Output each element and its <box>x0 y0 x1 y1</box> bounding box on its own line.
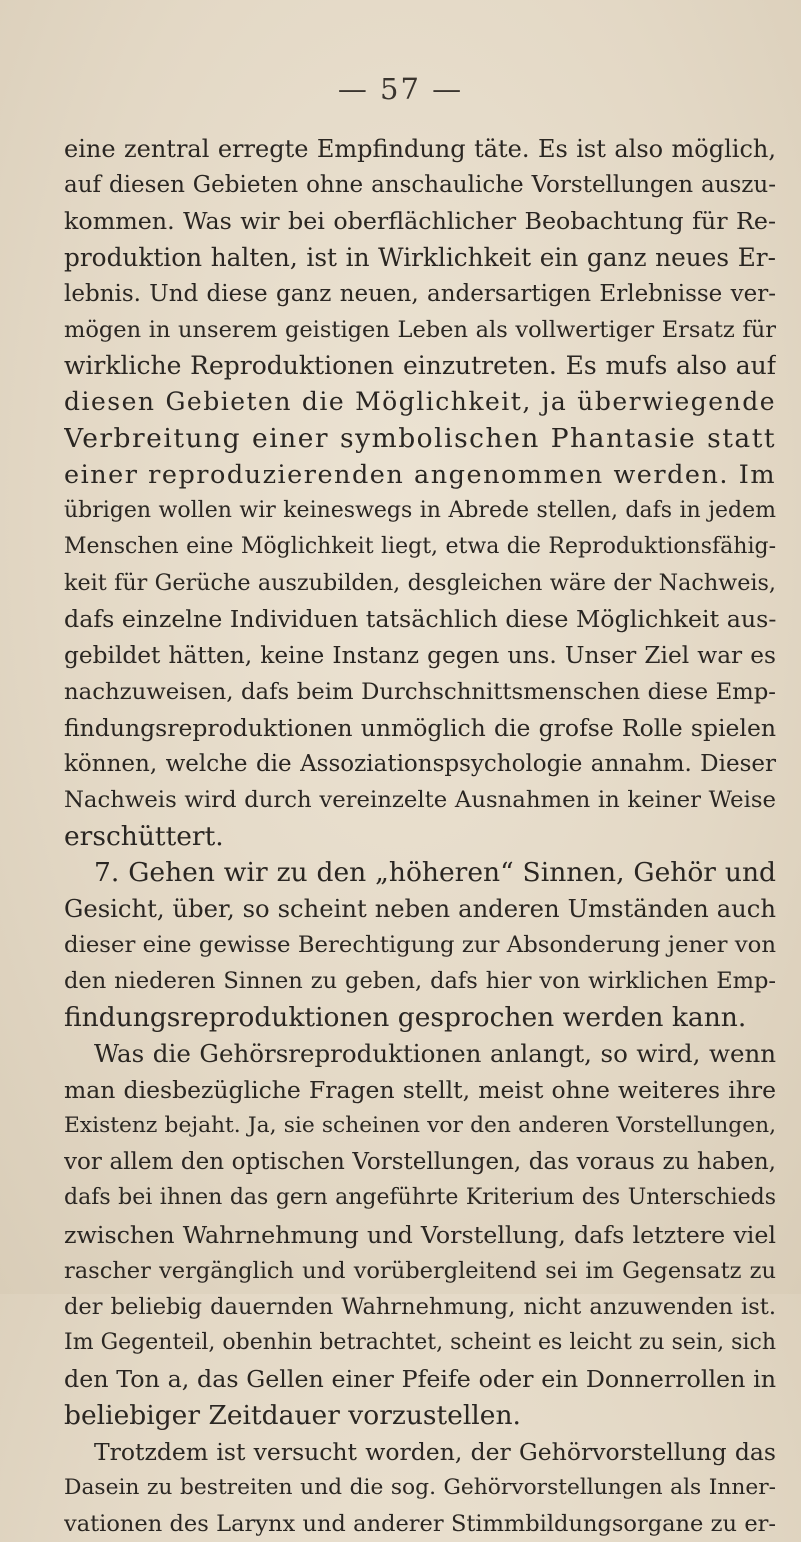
text-line: Dasein zu bestreiten und die sog. Gehörvorstellungen als Inner- <box>64 1474 776 1500</box>
text-line: Gesicht, über, so scheint neben anderen Umständen auch <box>64 893 776 923</box>
text-line: Existenz bejaht. Ja, sie scheinen vor den anderen Vorstellungen, <box>64 1113 776 1139</box>
text-line: keit für Gerüche auszubilden, desgleichen wäre der Nachweis, <box>64 570 776 597</box>
text-line: den Ton a, das Gellen einer Pfeife oder ein Donnerrollen in <box>64 1365 776 1394</box>
text-line: der beliebig dauernden Wahrnehmung, nicht anzuwenden ist. <box>64 1294 776 1320</box>
text-line: kommen. Was wir bei oberflächlicher Beobachtung für Re- <box>64 207 776 236</box>
text-line: Verbreitung einer symbolischen Phantasie statt <box>64 422 776 454</box>
text-line: können, welche die Assoziationspsychologie annahm. Dieser <box>64 751 776 778</box>
text-line: Nachweis wird durch vereinzelte Ausnahmen in keiner Weise <box>64 787 776 814</box>
text-line: einer reproduzierenden angenommen werden. Im <box>64 459 776 490</box>
body-text <box>64 131 776 1542</box>
text-line: Menschen eine Möglichkeit liegt, etwa die Reproduktionsfähig- <box>64 534 776 560</box>
text-line: vationen des Larynx und anderer Stimmbildungsorgane zu er- <box>64 1511 776 1538</box>
page-number: — 57 — <box>337 72 464 106</box>
text-line: Im Gegenteil, obenhin betrachtet, scheint es leicht zu sein, sich <box>64 1330 776 1356</box>
text-line: dafs bei ihnen das gern angeführte Kriterium des Unterschieds <box>64 1185 776 1211</box>
text-line: erschüttert. <box>64 820 224 852</box>
text-line: wirkliche Reproduktionen einzutreten. Es mufs also auf <box>64 351 776 381</box>
text-line: den niederen Sinnen zu geben, dafs hier von wirklichen Emp- <box>64 968 776 995</box>
text-line: mögen in unserem geistigen Leben als vollwertiger Ersatz für <box>64 316 776 343</box>
text-line: eine zentral erregte Empfindung täte. Es ist also möglich, <box>64 135 776 163</box>
text-line: 7. Gehen wir zu den „höheren“ Sinnen, Gehör und <box>94 856 776 888</box>
text-line: rascher vergänglich und vorübergleitend sei im Gegensatz zu <box>64 1257 776 1284</box>
text-line: produktion halten, ist in Wirklichkeit ein ganz neues Er- <box>64 242 776 272</box>
text-line: man diesbezügliche Fragen stellt, meist ohne weiteres ihre <box>64 1075 776 1104</box>
text-line: Was die Gehörsreproduktionen anlangt, so wird, wenn <box>94 1038 776 1068</box>
text-line: zwischen Wahrnehmung und Vorstellung, dafs letztere viel <box>64 1220 776 1249</box>
text-line: lebnis. Und diese ganz neuen, andersartigen Erlebnisse ver- <box>64 280 776 307</box>
text-line: dafs einzelne Individuen tatsächlich diese Möglichkeit aus- <box>64 605 776 634</box>
text-line: gebildet hätten, keine Instanz gegen uns. Unser Ziel war es <box>64 641 776 669</box>
text-line: auf diesen Gebieten ohne anschauliche Vorstellungen auszu- <box>64 172 776 199</box>
text-line: übrigen wollen wir keineswegs in Abrede stellen, dafs in jedem <box>64 497 776 523</box>
text-line: dieser eine gewisse Berechtigung zur Absonderung jener von <box>64 932 776 959</box>
text-line: diesen Gebieten die Möglichkeit, ja überwiegende <box>64 387 776 417</box>
text-line: findungsreproduktionen unmöglich die grofse Rolle spielen <box>64 714 776 742</box>
text-line: Trotzdem ist versucht worden, der Gehörvorstellung das <box>94 1437 776 1466</box>
text-line: vor allem den optischen Vorstellungen, das voraus zu haben, <box>64 1149 776 1176</box>
text-line: findungsreproduktionen gesprochen werden kann. <box>64 1001 747 1033</box>
text-line: nachzuweisen, dafs beim Durchschnittsmenschen diese Emp- <box>64 678 776 705</box>
text-line: beliebiger Zeitdauer vorzustellen. <box>64 1399 521 1431</box>
